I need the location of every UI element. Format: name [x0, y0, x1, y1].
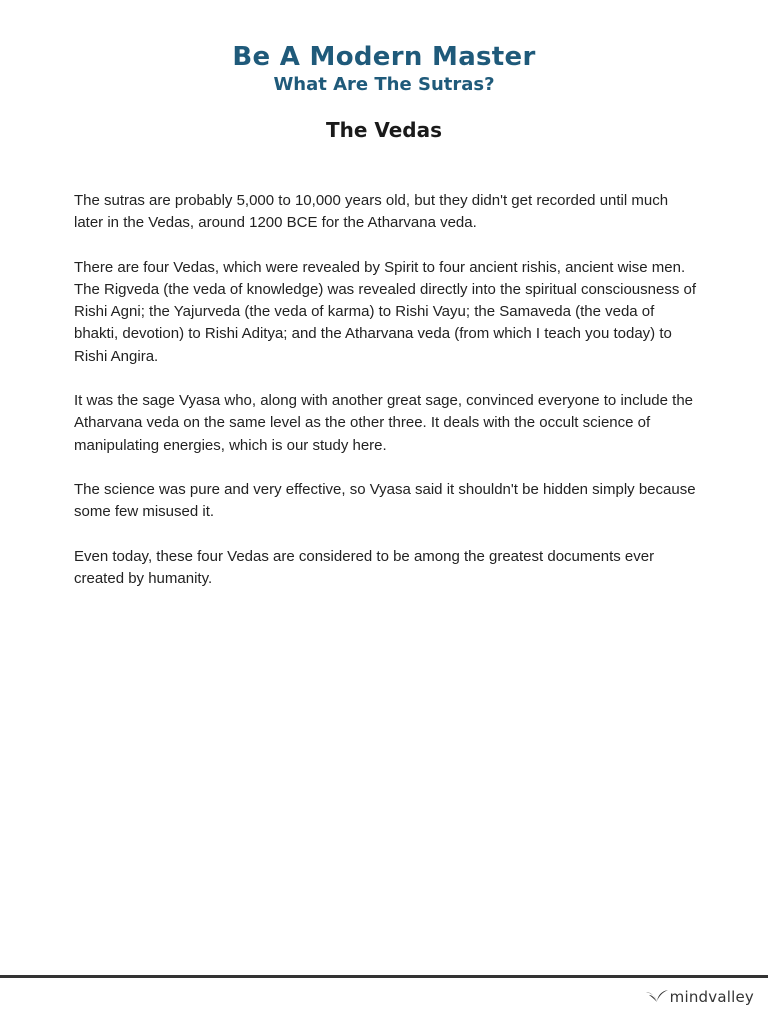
- footer-divider: [0, 975, 768, 978]
- paragraph: Even today, these four Vedas are considered to be among the greatest documents ever created by humanity.: [74, 547, 655, 587]
- brand-name: mindvalley: [669, 988, 754, 1006]
- mindvalley-logo: [646, 988, 754, 1006]
- paragraph: It was the sage Vyasa who, along with another great sage, convinced everyone to include the Atharvana veda on the same level as the other three. It deals with the occult science of manipulating energies, which is our study here.: [74, 392, 693, 454]
- page-subtitle: What Are The Sutras?: [273, 74, 495, 95]
- mindvalley-wing-icon: [646, 990, 668, 1004]
- page-title: Be A Modern Master: [232, 42, 536, 72]
- paragraph: The science was pure and very effective, so Vyasa said it shouldn't be hidden simply because some few misused it.: [74, 480, 696, 521]
- body-content: [74, 190, 699, 612]
- paragraph: There are four Vedas, which were revealed by Spirit to four ancient rishis, ancient wise men. The Rigveda (the veda of knowledge) was revealed directly into the spiritual consciousness of Rishi Agni; the Yajurveda (the veda of karma) to Rishi Vayu; the Samaveda (the veda of bhakti, devotion) to Rishi Aditya; and the Atharvana veda (from which I teach you today) to Rishi Angira.: [74, 258, 697, 365]
- paragraph: The sutras are probably 5,000 to 10,000 years old, but they didn't get recorded until much later in the Vedas, around 1200 BCE for the Atharvana veda.: [74, 192, 669, 232]
- section-heading: The Vedas: [325, 118, 443, 142]
- document-header: [0, 40, 768, 96]
